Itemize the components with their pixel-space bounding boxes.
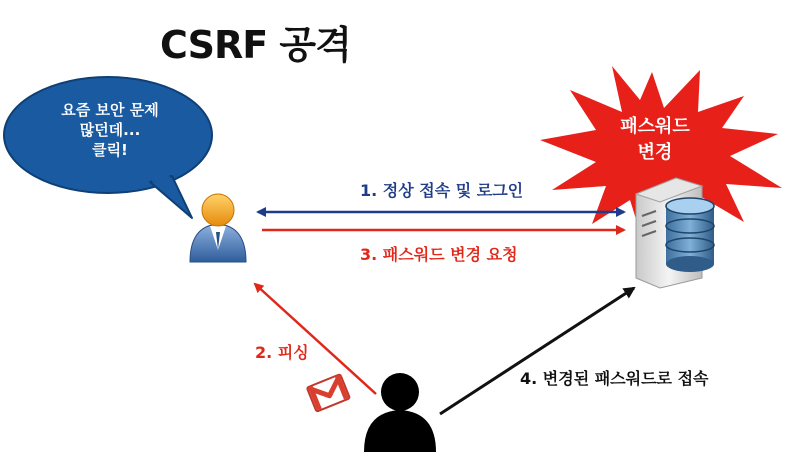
page-title: CSRF 공격 bbox=[160, 23, 351, 67]
speech-bubble-line: 많던데... bbox=[79, 121, 141, 139]
speech-bubble-line: 요즘 보안 문제 bbox=[61, 101, 159, 119]
gmail-icon bbox=[307, 374, 350, 412]
user-icon bbox=[190, 194, 246, 262]
speech-bubble-line: 클릭! bbox=[92, 141, 128, 159]
arrow-step2 bbox=[255, 284, 376, 394]
arrow-step4 bbox=[440, 288, 634, 414]
burst-line: 패스워드 bbox=[620, 116, 690, 137]
burst-line: 변경 bbox=[637, 142, 673, 163]
step3-label: 3. 패스워드 변경 요청 bbox=[360, 245, 518, 264]
step1-label: 1. 정상 접속 및 로그인 bbox=[360, 181, 524, 200]
speech-bubble-text bbox=[50, 100, 170, 160]
attacker-icon bbox=[364, 373, 436, 452]
step4-label: 4. 변경된 패스워드로 접속 bbox=[520, 369, 709, 388]
burst-text bbox=[610, 114, 700, 166]
server-database-icon bbox=[636, 178, 714, 288]
step2-label: 2. 피싱 bbox=[255, 343, 309, 362]
